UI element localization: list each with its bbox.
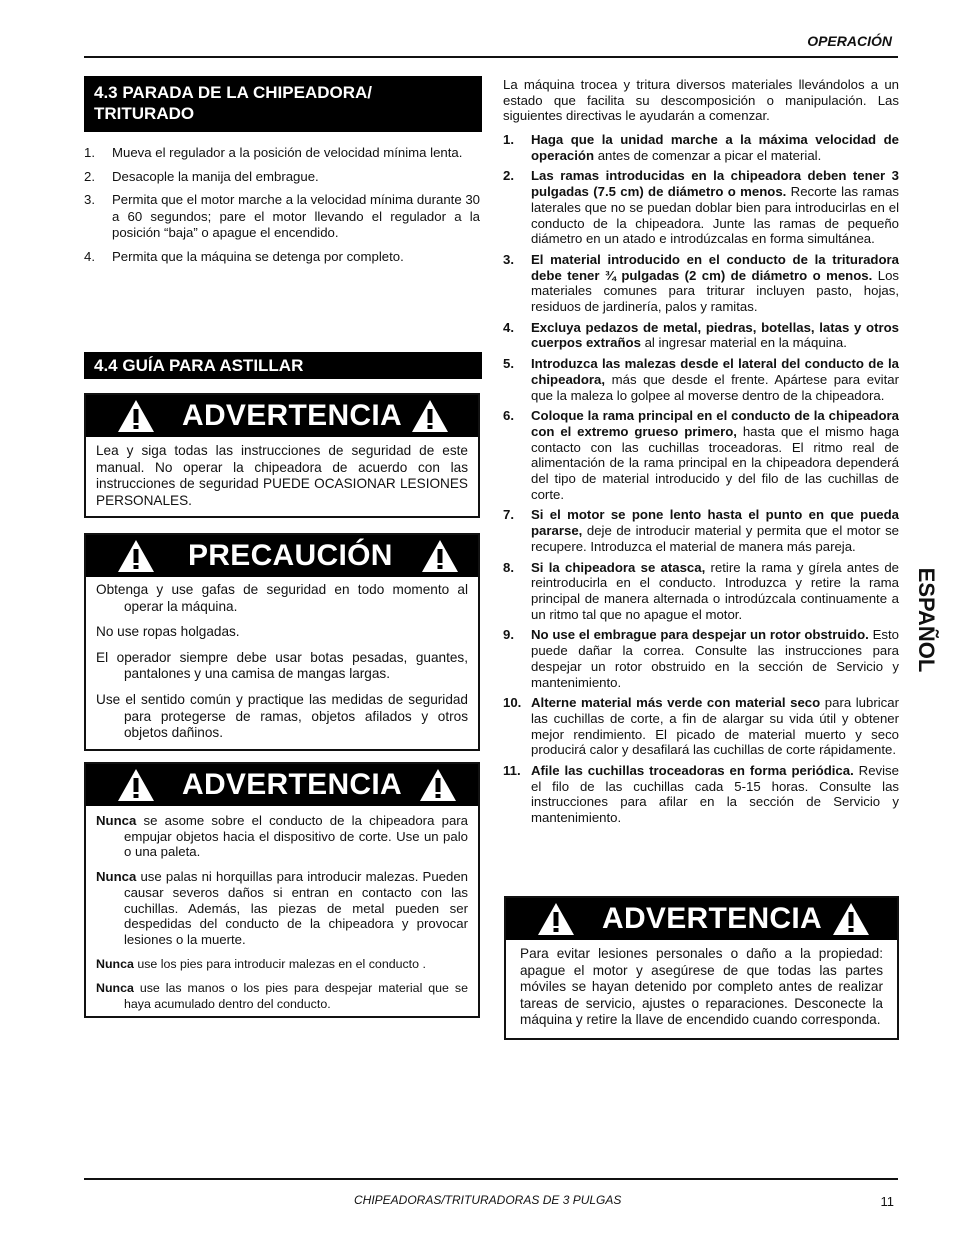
step-text: Permita que el motor marche a la velocidad mínima durante 30 a 60 segundos; pare el motor llevando el regulador a la posición “baja” o apague el encendido. [112,192,480,241]
list-item: 6. Coloque la rama principal en el conducto de la chipeadora con el extremo grueso primero, hasta que el mismo haga contacto con las cuchillas troceadoras. El ritmo real de alimentación de la rama principal en la chipeadora dependerá del tipo de material introducido y del filo de las cuchillas de corte. [503,408,900,502]
warning-triangle-icon [116,398,156,434]
warning-box-1-title: ADVERTENCIA [182,399,402,432]
warning-triangle-icon [410,398,450,434]
language-side-tab-label: ESPAÑOL [914,567,940,673]
list-item: 9. No use el embrague para despejar un rotor obstruido. Esto puede dañar la correa. Consulte las instrucciones para despejar un rotor obstruido en la sección de Servicio y mantenimiento. [503,627,899,690]
right-intro: La máquina trocea y tritura diversos materiales llevándolos a un estado que facilita su descomposición o manipulación. Las siguientes directivas le ayudarán a comenzar. [503,77,899,124]
list-item: 5. Introduzca las malezas desde el lateral del conducto de la chipeadora, más que desde el frente. Apártese para evitar que la maleza lo golpee al moverse dentro de la chipeadora. [503,356,899,403]
section-4-3-steps [84,145,480,273]
header-rule [84,56,898,58]
step-number: 3. [84,192,95,208]
caution-box [84,533,480,751]
warning-triangle-icon [420,538,460,574]
language-side-tab [910,560,940,680]
footer-rule [84,1178,898,1180]
caution-box-body [86,577,478,759]
step-text: Permita que la máquina se detenga por completo. [112,248,404,264]
page-number: 11 [880,1194,894,1209]
warning-triangle-icon [116,538,156,574]
list-item [84,249,480,266]
list-item: 7. Si el motor se pone lento hasta el punto en que pueda pararse, deje de introducir material y permita que el motor se recupere. Introduzca el material de manera más pareja. [503,507,899,554]
warning-item: Nunca use palas ni horquillas para introducir malezas. Pueden causar severos daños si entran en contacto con las cuchillas. Además, las piezas de metal pueden ser despedidas del conducto de la chipeadora y provocar lesiones o la muerte. [96,869,468,947]
warning-box-2 [84,762,480,1018]
list-item [84,145,480,162]
list-item: 8. Si la chipeadora se atasca, retire la rama y gírela antes de reintroducirla en el conducto. Introduzca y retire la rama principal de manera alternada o introdúzcala continuamente a un ritmo tal que no apague el motor. [503,559,900,622]
list-item: 10. Alterne material más verde con material seco para lubricar las cuchillas de corte, a fin de alargar su vida útil y obtener mejor rendimiento. El picado de material muerto y seco producirá calor y desafilará las cuchillas de corte rápidamente. [503,695,899,758]
list-item: 11. Afile las cuchillas troceadoras en forma periódica. Revise el filo de las cuchillas cada 5-15 horas. Consulte las instrucciones para afilar en la sección de Servicio y mantenimiento. [503,763,899,826]
warning-triangle-icon [536,901,576,937]
section-4-3-title-line2: TRITURADO [94,104,195,123]
step-text: Desacople la manija del embrague. [112,168,319,184]
chipping-guide-list [503,132,899,831]
list-item [84,192,480,242]
warning-triangle-icon [116,767,156,803]
warning-box-1 [84,393,480,518]
caution-box-header [86,535,478,577]
step-number: 2. [84,168,95,184]
section-4-3-heading [84,76,482,132]
caution-item: Use el sentido común y practique las medidas de seguridad para protegerse de ramas, objetos afilados y otros objetos dañinos. [96,691,468,741]
warning-item: Nunca use las manos o los pies para despejar material que se haya acumulado dentro del conducto. [96,981,468,1012]
warning-box-3-header [506,898,897,940]
caution-box-title: PRECAUCIÓN [188,539,393,572]
warning-triangle-icon [831,901,871,937]
step-number: 1. [84,145,95,160]
running-header-section: OPERACIÓN [807,33,892,49]
list-item: 4. Excluya pedazos de metal, piedras, botellas, latas y otros cuerpos extraños al ingresar material en la máquina. [503,319,899,351]
warning-box-3-title: ADVERTENCIA [602,902,822,935]
list-item [84,169,480,186]
list-item: 1. Haga que la unidad marche a la máxima velocidad de operación antes de comenzar a picar el material. [503,132,899,163]
section-4-3-title-line1: 4.3 PARADA DE LA CHIPEADORA/ [94,83,373,102]
warning-box-2-header [86,764,478,806]
footer-title: CHIPEADORAS/TRITURADORAS DE 3 PULGAS [354,1193,622,1207]
warning-triangle-icon [418,767,458,803]
caution-item: Obtenga y use gafas de seguridad en todo momento al operar la máquina. [96,582,468,614]
warning-box-2-title: ADVERTENCIA [182,768,402,801]
caution-item: No use ropas holgadas. [96,624,240,640]
warning-box-1-header [86,395,478,437]
section-4-4-heading: 4.4 GUÍA PARA ASTILLAR [84,352,482,379]
list-item: 2. Las ramas introducidas en la chipeadora deben tener 3 pulgadas (7.5 cm) de diámetro o menos. Recorte las ramas laterales que no se puedan doblar bien para introducirlas en el conducto de la chipeadora. Junte las ramas de pequeño diámetro en un atado e introdúzcalas en forma simultánea. [503,168,899,247]
warning-box-3-text: Para evitar lesiones personales o daño a la propiedad: apague el motor y asegúrese de que todas las partes móviles se hayan detenido por completo antes de realizar tareas de servicio, ajustes o reparaciones. Desconecte la máquina y retire la llave de encendido cuando corresponda. [520,946,883,1028]
warning-box-3 [504,896,899,1040]
warning-box-1-text: Lea y siga todas las instrucciones de seguridad de este manual. No operar la chipeadora de acuerdo con las instrucciones de seguridad PUEDE OCASIONAR LESIONES PERSONALES. [96,443,468,508]
list-item: 3. El material introducido en el conducto de la trituradora debe tener ¾ pulgadas (2 cm) de diámetro o menos. Los materiales comunes para triturar incluyen pasto, hojas, residuos de jardinería, palos y ramitas. [503,251,899,315]
step-text: Mueva el regulador a la posición de velocidad mínima lenta. [112,145,463,160]
warning-item: Nunca use los pies para introducir malezas en el conducto . [96,956,426,971]
caution-item: El operador siempre debe usar botas pesadas, guantes, pantalones y una camisa de mangas largas. [96,649,468,682]
warning-item: Nunca se asome sobre el conducto de la chipeadora para empujar objetos hacia el dispositivo de corte. Use un palo o una paleta. [96,813,468,860]
warning-box-2-body [86,806,478,1030]
step-number: 4. [84,248,95,264]
